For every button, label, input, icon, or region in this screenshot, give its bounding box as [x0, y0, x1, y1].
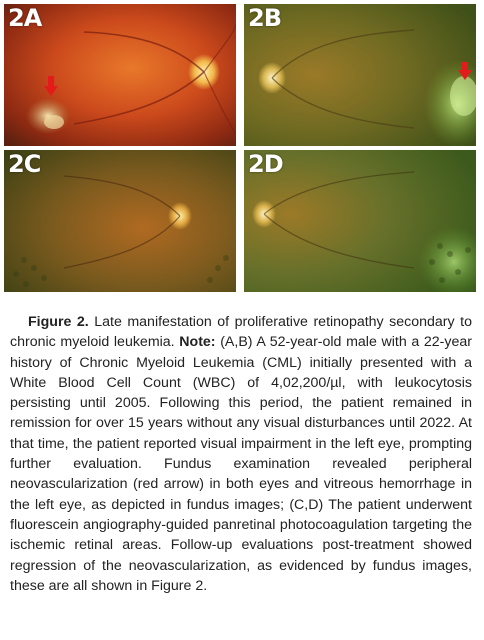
note-label: Note:	[179, 334, 216, 351]
panel-label-2c: 2C	[8, 150, 41, 178]
fundus-image-2c	[4, 150, 236, 292]
panel-label-2b: 2B	[248, 4, 281, 32]
figure-grid	[4, 4, 480, 292]
caption-body: (A,B) A 52-year-old male with a 22-year history of Chronic Myeloid Leukemia (CML) initially presented with a White Blood Cell Count (WBC) of 4,02,200/µl, with leukocytosis persisting until 2005. Following this period, the patient remained in remission for over 15 years without any visual disturbances until 2022. At that time, the patient reported visual impairment in the left eye, prompting further evaluation. Fundus examination revealed peripheral neovascularization (red arrow) in both eyes and vitreous hemorrhage in the left eye, as depicted in fundus images; (C,D) The patient underwent fluorescein angiography-guided panretinal photocoagulation targeting the ischemic retinal areas. Follow-up evaluations post-treatment showed regression of the neovascularization, as evidenced by fundus images, these are all shown in Figure 2.	[10, 334, 473, 594]
panel-label-2a: 2A	[8, 4, 42, 32]
fundus-image-2b	[244, 4, 476, 146]
caption-title: Late manifestation of proliferative retinopathy secondary to chronic myeloid leukemia.	[10, 314, 472, 351]
fundus-image-2a	[4, 4, 236, 146]
panel-label-2d: 2D	[248, 150, 283, 178]
figure-caption	[10, 312, 472, 596]
figure-label: Figure 2.	[28, 314, 89, 330]
fundus-image-2d	[244, 150, 476, 292]
